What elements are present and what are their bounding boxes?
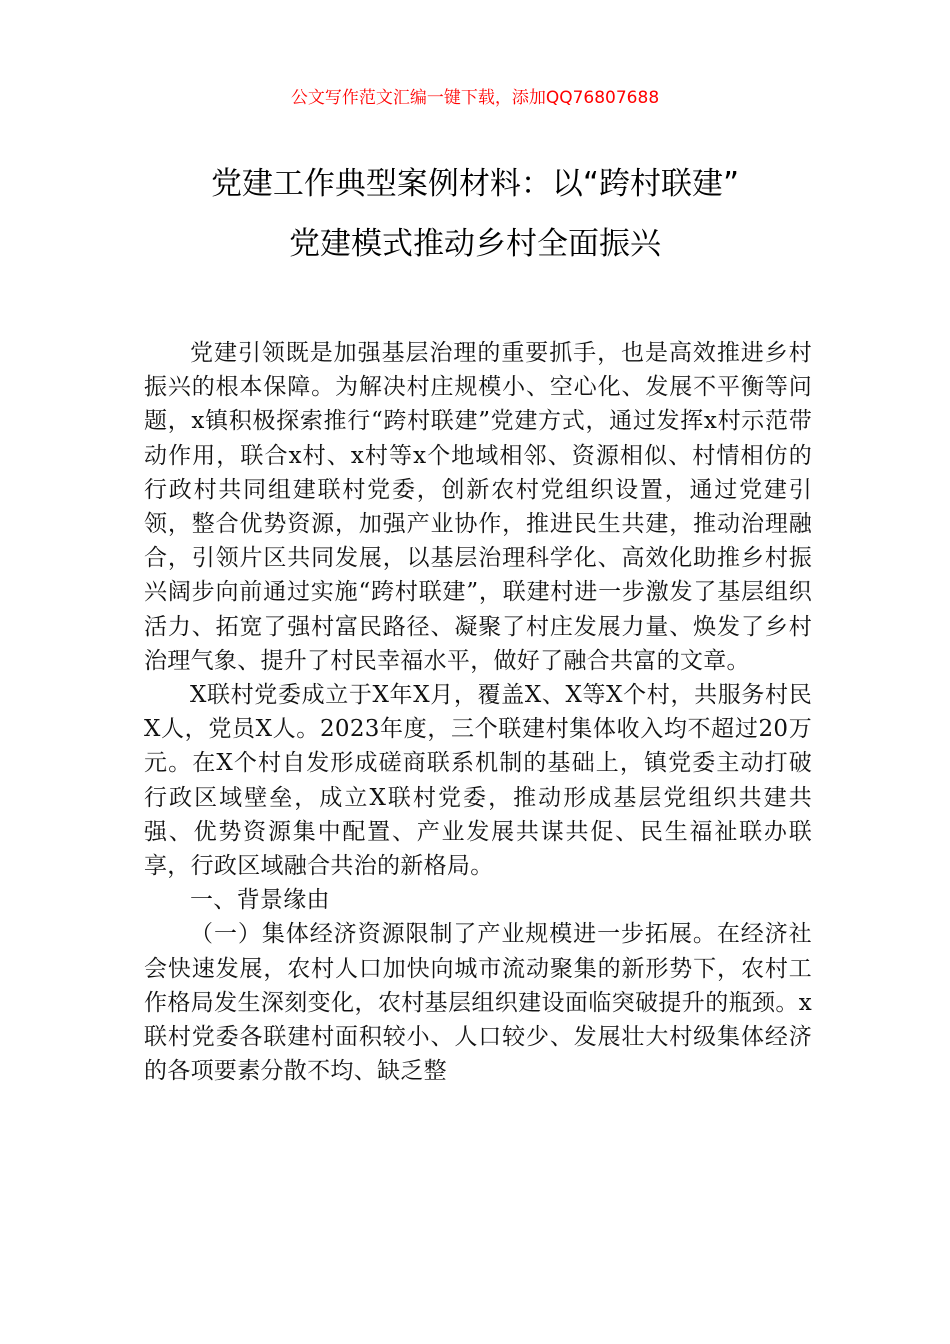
header-download-note: 公文写作范文汇编一键下载，添加QQ76807688	[290, 88, 660, 108]
title-line-2: 党建模式推动乡村全面振兴	[289, 226, 661, 262]
paragraph-intro: 党建引领既是加强基层治理的重要抓手，也是高效推进乡村振兴的根本保障。为解决村庄规模小、空心化、发展不平衡等问题，x镇积极探索推行“跨村联建”党建方式，通过发挥x村示范带动作用，联合x村、x村等x个地域相邻、资源相似、村情相仿的行政村共同组建联村党委，创新农村党组织设置，通过党建引领，整合优势资源，加强产业协作，推进民生共建，推动治理融合，引领片区共同发展，以基层治理科学化、高效化助推乡村振兴阔步向前通过实施“跨村联建”，联建村进一步激发了基层组织活力、拓宽了强村富民路径、凝聚了村庄发展力量、焕发了乡村治理气象、提升了村民幸福水平，做好了融合共富的文章。	[144, 340, 812, 674]
title-line-1: 党建工作典型案例材料：以“跨村联建”	[210, 166, 740, 202]
paragraph-background-1: （一）集体经济资源限制了产业规模进一步拓展。在经济社会快速发展，农村人口加快向城市流动聚集的新形势下，农村工作格局发生深刻变化，农村基层组织建设面临突破提升的瓶颈。x联村党委各联建村面积较小、人口较少、发展壮大村级集体经济的各项要素分散不均、缺乏整	[144, 921, 812, 1085]
document-title	[100, 154, 850, 274]
document-body	[144, 336, 812, 1088]
paragraph-overview: X联村党委成立于X年X月，覆盖X、X等X个村，共服务村民X人，党员X人。2023年度，三个联建村集体收入均不超过20万元。在X个村自发形成磋商联系机制的基础上，镇党委主动打破行政区域壁垒，成立X联村党委，推动形成基层党组织共建共强、优势资源集中配置、产业发展共谋共促、民生福祉联办联享，行政区域融合共治的新格局。	[144, 682, 812, 880]
section-heading-background: 一、背景缘由	[190, 887, 330, 914]
